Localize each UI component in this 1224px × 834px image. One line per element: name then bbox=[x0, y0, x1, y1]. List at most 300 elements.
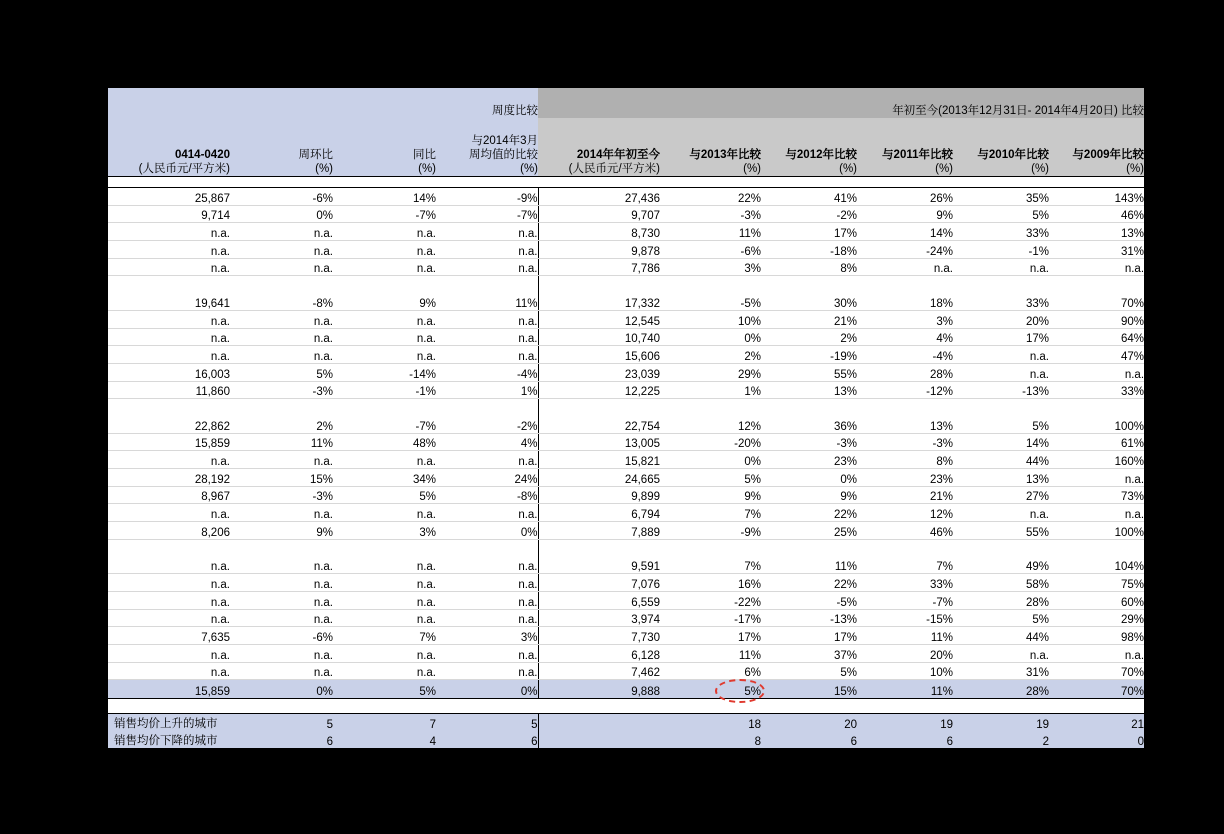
table-cell: 46% bbox=[1049, 205, 1144, 223]
table-cell: 10% bbox=[857, 662, 953, 680]
table-cell: 20% bbox=[953, 310, 1049, 328]
table-cell: 13% bbox=[857, 416, 953, 433]
table-cell: 11,860 bbox=[108, 381, 230, 399]
table-cell: 23,039 bbox=[538, 363, 660, 381]
table-cell: 7,076 bbox=[538, 574, 660, 592]
table-cell: 70% bbox=[1049, 662, 1144, 680]
table-cell: n.a. bbox=[333, 223, 436, 241]
table-cell: n.a. bbox=[436, 504, 538, 522]
table-cell: 70% bbox=[1049, 293, 1144, 310]
table-cell bbox=[761, 399, 857, 416]
table-cell: 104% bbox=[1049, 556, 1144, 573]
table-cell: 3% bbox=[436, 627, 538, 645]
table-cell: 0% bbox=[660, 328, 761, 346]
col-header-vs-2013 bbox=[660, 118, 761, 177]
table-spacer-row bbox=[108, 399, 1144, 416]
table-cell: -6% bbox=[230, 188, 333, 206]
table-row bbox=[108, 381, 1144, 399]
header-spacer-row bbox=[108, 177, 1144, 188]
table-cell bbox=[761, 276, 857, 293]
table-cell: -8% bbox=[230, 293, 333, 310]
table-cell: n.a. bbox=[230, 609, 333, 627]
table-cell: -3% bbox=[660, 205, 761, 223]
table-total-row bbox=[108, 680, 1144, 699]
table-cell: 27% bbox=[953, 486, 1049, 504]
table-cell: n.a. bbox=[436, 223, 538, 241]
count-row-label: 销售均价上升的城市 bbox=[108, 714, 230, 732]
table-cell: 33% bbox=[953, 223, 1049, 241]
table-cell: 13% bbox=[761, 381, 857, 399]
table-cell: n.a. bbox=[108, 241, 230, 259]
table-cell bbox=[857, 539, 953, 556]
table-cell: n.a. bbox=[333, 451, 436, 469]
table-cell: 13% bbox=[953, 469, 1049, 487]
table-cell: 10% bbox=[660, 310, 761, 328]
column-header-row bbox=[108, 118, 1144, 177]
table-cell: n.a. bbox=[230, 574, 333, 592]
table-cell bbox=[857, 399, 953, 416]
table-cell: n.a. bbox=[436, 574, 538, 592]
table-cell: -3% bbox=[230, 486, 333, 504]
count-cell: 19 bbox=[857, 714, 953, 732]
table-cell bbox=[436, 539, 538, 556]
table-cell: 98% bbox=[1049, 627, 1144, 645]
total-cell: 15% bbox=[761, 680, 857, 699]
table-cell: 8,967 bbox=[108, 486, 230, 504]
table-cell: 28,192 bbox=[108, 469, 230, 487]
table-cell: n.a. bbox=[230, 346, 333, 364]
col-header-line1: 2014年年初至今 bbox=[576, 149, 660, 161]
table-cell bbox=[660, 399, 761, 416]
count-cell: 18 bbox=[660, 714, 761, 732]
band-weekly-label: 周度比较 bbox=[108, 88, 538, 118]
table-cell bbox=[436, 276, 538, 293]
table-cell: 100% bbox=[1049, 416, 1144, 433]
table-cell: -7% bbox=[333, 205, 436, 223]
table-cell: 58% bbox=[953, 574, 1049, 592]
table-cell bbox=[538, 276, 660, 293]
table-cell bbox=[538, 539, 660, 556]
table-cell: 37% bbox=[761, 644, 857, 662]
col-header-line3: (%) bbox=[520, 163, 538, 175]
table-cell: 17% bbox=[953, 328, 1049, 346]
table-row bbox=[108, 258, 1144, 276]
count-cell: 6 bbox=[230, 731, 333, 749]
table-cell: -3% bbox=[761, 433, 857, 451]
table-row bbox=[108, 223, 1144, 241]
table-cell: 21% bbox=[761, 310, 857, 328]
table-cell: 9% bbox=[660, 486, 761, 504]
table-cell: 18% bbox=[857, 293, 953, 310]
count-cell: 2 bbox=[953, 731, 1049, 749]
table-cell: 29% bbox=[660, 363, 761, 381]
table-cell: 14% bbox=[857, 223, 953, 241]
table-cell: n.a. bbox=[333, 258, 436, 276]
table-cell: 33% bbox=[1049, 381, 1144, 399]
table-cell: n.a. bbox=[953, 363, 1049, 381]
table-cell: -24% bbox=[857, 241, 953, 259]
table-row bbox=[108, 662, 1144, 680]
table-cell: 7% bbox=[660, 504, 761, 522]
table-cell: 12,225 bbox=[538, 381, 660, 399]
table-cell: 30% bbox=[761, 293, 857, 310]
table-cell: 35% bbox=[953, 188, 1049, 206]
table-cell bbox=[857, 276, 953, 293]
total-cell: 9,888 bbox=[538, 680, 660, 699]
total-cell: 15,859 bbox=[108, 680, 230, 699]
count-cell: 20 bbox=[761, 714, 857, 732]
table-cell: n.a. bbox=[333, 241, 436, 259]
table-cell: 33% bbox=[953, 293, 1049, 310]
table-cell: 6% bbox=[660, 662, 761, 680]
table-cell: -6% bbox=[230, 627, 333, 645]
table-gap-row bbox=[108, 699, 1144, 714]
table-cell: 22% bbox=[761, 504, 857, 522]
table-cell: -4% bbox=[857, 346, 953, 364]
total-cell: 0% bbox=[230, 680, 333, 699]
table-cell: n.a. bbox=[1049, 504, 1144, 522]
col-header-line2: (人民币元/平方米) bbox=[568, 163, 660, 175]
table-cell: -9% bbox=[660, 522, 761, 540]
table-cell: n.a. bbox=[230, 223, 333, 241]
table-cell: 17% bbox=[761, 627, 857, 645]
table-cell: 25,867 bbox=[108, 188, 230, 206]
total-cell: 5% bbox=[660, 680, 761, 699]
count-cell: 0 bbox=[1049, 731, 1144, 749]
table-cell: 14% bbox=[333, 188, 436, 206]
table-cell: n.a. bbox=[230, 310, 333, 328]
table-cell: 61% bbox=[1049, 433, 1144, 451]
table-cell: n.a. bbox=[108, 258, 230, 276]
table-cell: -9% bbox=[436, 188, 538, 206]
table-cell: 11% bbox=[761, 556, 857, 573]
table-cell bbox=[538, 399, 660, 416]
table-cell bbox=[761, 539, 857, 556]
table-cell: n.a. bbox=[108, 609, 230, 627]
table-spacer-row bbox=[108, 276, 1144, 293]
table-cell bbox=[953, 539, 1049, 556]
table-cell: n.a. bbox=[108, 451, 230, 469]
col-header-vs-march-avg bbox=[436, 118, 538, 177]
table-cell: n.a. bbox=[108, 346, 230, 364]
table-cell: 7,462 bbox=[538, 662, 660, 680]
table-cell: n.a. bbox=[230, 591, 333, 609]
col-header-line1: 周环比 bbox=[298, 149, 333, 161]
table-cell: n.a. bbox=[1049, 363, 1144, 381]
table-cell: -3% bbox=[230, 381, 333, 399]
table-cell: n.a. bbox=[436, 451, 538, 469]
table-row bbox=[108, 346, 1144, 364]
table-cell: 8,206 bbox=[108, 522, 230, 540]
table-cell: n.a. bbox=[333, 609, 436, 627]
table-cell: n.a. bbox=[333, 591, 436, 609]
table-cell bbox=[230, 276, 333, 293]
table-cell: 6,794 bbox=[538, 504, 660, 522]
table-cell: 31% bbox=[953, 662, 1049, 680]
table-cell: 160% bbox=[1049, 451, 1144, 469]
table-cell: 7,635 bbox=[108, 627, 230, 645]
table-row bbox=[108, 205, 1144, 223]
total-cell: 0% bbox=[436, 680, 538, 699]
table-cell: 7% bbox=[857, 556, 953, 573]
table-cell: 9,714 bbox=[108, 205, 230, 223]
table-cell: 5% bbox=[761, 662, 857, 680]
table-cell: 12% bbox=[857, 504, 953, 522]
table-cell: n.a. bbox=[436, 591, 538, 609]
table-cell: 44% bbox=[953, 627, 1049, 645]
count-row bbox=[108, 714, 1144, 732]
table-cell: -15% bbox=[857, 609, 953, 627]
table-cell: 21% bbox=[857, 486, 953, 504]
table-cell: n.a. bbox=[230, 451, 333, 469]
table-cell: 23% bbox=[857, 469, 953, 487]
col-header-week-price bbox=[108, 118, 230, 177]
table-cell: -3% bbox=[857, 433, 953, 451]
table-cell: 48% bbox=[333, 433, 436, 451]
count-cell: 5 bbox=[436, 714, 538, 732]
table-cell: 16% bbox=[660, 574, 761, 592]
table-cell: -13% bbox=[953, 381, 1049, 399]
total-cell: 5% bbox=[333, 680, 436, 699]
col-header-line1: 同比 bbox=[413, 149, 436, 161]
table-cell: 15,606 bbox=[538, 346, 660, 364]
col-header-vs-2010 bbox=[953, 118, 1049, 177]
table-cell: 9% bbox=[761, 486, 857, 504]
table-cell: -14% bbox=[333, 363, 436, 381]
table-cell: n.a. bbox=[230, 556, 333, 573]
table-cell: 5% bbox=[953, 205, 1049, 223]
count-cell: 21 bbox=[1049, 714, 1144, 732]
table-cell: 7,786 bbox=[538, 258, 660, 276]
count-cell: 4 bbox=[333, 731, 436, 749]
table-cell: 8% bbox=[761, 258, 857, 276]
col-header-wow bbox=[230, 118, 333, 177]
table-cell: 100% bbox=[1049, 522, 1144, 540]
table-cell: n.a. bbox=[436, 556, 538, 573]
count-cell: 8 bbox=[660, 731, 761, 749]
spreadsheet-sheet bbox=[108, 88, 1144, 749]
table-cell: -7% bbox=[857, 591, 953, 609]
table-cell: 1% bbox=[660, 381, 761, 399]
table-cell: 5% bbox=[333, 486, 436, 504]
table-cell: 13,005 bbox=[538, 433, 660, 451]
table-cell: 7,730 bbox=[538, 627, 660, 645]
table-cell: 23% bbox=[761, 451, 857, 469]
table-cell bbox=[230, 399, 333, 416]
table-cell: 8% bbox=[857, 451, 953, 469]
col-header-ytd-price bbox=[538, 118, 660, 177]
table-cell: 17% bbox=[660, 627, 761, 645]
table-cell: -22% bbox=[660, 591, 761, 609]
table-cell: n.a. bbox=[857, 258, 953, 276]
table-cell: 0% bbox=[436, 522, 538, 540]
table-cell: 4% bbox=[436, 433, 538, 451]
table-cell bbox=[1049, 276, 1144, 293]
table-row bbox=[108, 241, 1144, 259]
table-cell: 10,740 bbox=[538, 328, 660, 346]
col-header-vs-2009 bbox=[1049, 118, 1144, 177]
table-row bbox=[108, 328, 1144, 346]
table-cell: n.a. bbox=[333, 504, 436, 522]
table-cell: n.a. bbox=[108, 644, 230, 662]
col-header-line2: (%) bbox=[935, 163, 953, 175]
table-cell: n.a. bbox=[1049, 258, 1144, 276]
col-header-line2: (%) bbox=[418, 163, 436, 175]
table-cell: n.a. bbox=[230, 328, 333, 346]
table-cell: n.a. bbox=[108, 574, 230, 592]
table-cell: -12% bbox=[857, 381, 953, 399]
table-cell: 3% bbox=[660, 258, 761, 276]
count-cell: 5 bbox=[230, 714, 333, 732]
table-cell: -1% bbox=[953, 241, 1049, 259]
table-cell: 31% bbox=[1049, 241, 1144, 259]
col-header-line2: 周均值的比较 bbox=[469, 149, 538, 161]
table-cell bbox=[333, 276, 436, 293]
col-header-yoy bbox=[333, 118, 436, 177]
table-cell: 5% bbox=[953, 609, 1049, 627]
table-cell: 28% bbox=[857, 363, 953, 381]
table-cell: 22% bbox=[761, 574, 857, 592]
table-cell: 33% bbox=[857, 574, 953, 592]
table-cell: 9,899 bbox=[538, 486, 660, 504]
table-row bbox=[108, 556, 1144, 573]
table-cell: 20% bbox=[857, 644, 953, 662]
count-cell: 7 bbox=[333, 714, 436, 732]
table-cell: 19,641 bbox=[108, 293, 230, 310]
table-cell: 11% bbox=[660, 644, 761, 662]
table-cell bbox=[108, 276, 230, 293]
table-cell: -20% bbox=[660, 433, 761, 451]
band-ytd-label: 年初至今(2013年12月31日- 2014年4月20日) 比较 bbox=[538, 88, 1144, 118]
table-cell: 73% bbox=[1049, 486, 1144, 504]
table-cell: n.a. bbox=[436, 609, 538, 627]
table-cell: 2% bbox=[230, 416, 333, 433]
table-cell: n.a. bbox=[953, 504, 1049, 522]
table-spacer-row bbox=[108, 539, 1144, 556]
table-cell: -4% bbox=[436, 363, 538, 381]
table-cell bbox=[108, 399, 230, 416]
table-cell: n.a. bbox=[953, 346, 1049, 364]
table-cell: n.a. bbox=[333, 662, 436, 680]
table-cell: 55% bbox=[761, 363, 857, 381]
count-row bbox=[108, 731, 1144, 749]
table-cell: n.a. bbox=[333, 346, 436, 364]
table-row bbox=[108, 504, 1144, 522]
table-cell: 25% bbox=[761, 522, 857, 540]
table-cell: 0% bbox=[761, 469, 857, 487]
table-row bbox=[108, 591, 1144, 609]
table-header bbox=[108, 88, 1144, 188]
table-cell: 3% bbox=[333, 522, 436, 540]
count-cell: 6 bbox=[761, 731, 857, 749]
col-header-line1: 与2011年比较 bbox=[882, 149, 953, 161]
table-cell: 17,332 bbox=[538, 293, 660, 310]
table-row bbox=[108, 451, 1144, 469]
table-cell: 9% bbox=[333, 293, 436, 310]
table-cell: 14% bbox=[953, 433, 1049, 451]
col-header-line2: (%) bbox=[1031, 163, 1049, 175]
table-cell: 5% bbox=[230, 363, 333, 381]
table-cell bbox=[230, 539, 333, 556]
count-cell: 6 bbox=[857, 731, 953, 749]
table-row bbox=[108, 644, 1144, 662]
table-cell: n.a. bbox=[230, 644, 333, 662]
table-cell: 7% bbox=[660, 556, 761, 573]
table-row bbox=[108, 293, 1144, 310]
table-row bbox=[108, 522, 1144, 540]
table-cell: 22,862 bbox=[108, 416, 230, 433]
table-cell: n.a. bbox=[108, 662, 230, 680]
table-cell: n.a. bbox=[333, 574, 436, 592]
table-cell: 12,545 bbox=[538, 310, 660, 328]
table-cell: 9% bbox=[857, 205, 953, 223]
table-cell: 2% bbox=[761, 328, 857, 346]
table-cell: 44% bbox=[953, 451, 1049, 469]
table-cell: 12% bbox=[660, 416, 761, 433]
col-header-line1: 与2009年比较 bbox=[1072, 149, 1145, 161]
table-row bbox=[108, 486, 1144, 504]
table-cell: n.a. bbox=[108, 328, 230, 346]
col-header-line2: (%) bbox=[743, 163, 761, 175]
table-body bbox=[108, 188, 1144, 749]
table-cell: n.a. bbox=[436, 328, 538, 346]
table-cell: -2% bbox=[436, 416, 538, 433]
table-cell: 27,436 bbox=[538, 188, 660, 206]
table-cell: n.a. bbox=[436, 662, 538, 680]
table-cell: 143% bbox=[1049, 188, 1144, 206]
table-cell: n.a. bbox=[230, 258, 333, 276]
col-header-vs-2012 bbox=[761, 118, 857, 177]
table-cell: 7% bbox=[333, 627, 436, 645]
table-cell: 90% bbox=[1049, 310, 1144, 328]
table-row bbox=[108, 416, 1144, 433]
table-cell bbox=[660, 276, 761, 293]
table-cell: 26% bbox=[857, 188, 953, 206]
table-cell: 41% bbox=[761, 188, 857, 206]
table-cell: 11% bbox=[436, 293, 538, 310]
table-cell: 5% bbox=[660, 469, 761, 487]
table-cell: n.a. bbox=[436, 258, 538, 276]
table-cell: 29% bbox=[1049, 609, 1144, 627]
table-cell: -5% bbox=[660, 293, 761, 310]
table-cell: 17% bbox=[761, 223, 857, 241]
table-cell: 0% bbox=[230, 205, 333, 223]
table-cell: n.a. bbox=[333, 556, 436, 573]
table-row bbox=[108, 310, 1144, 328]
table-cell: 8,730 bbox=[538, 223, 660, 241]
table-cell: n.a. bbox=[230, 662, 333, 680]
count-cell bbox=[538, 731, 660, 749]
table-row bbox=[108, 469, 1144, 487]
table-cell: -13% bbox=[761, 609, 857, 627]
table-cell: n.a. bbox=[436, 644, 538, 662]
table-cell: 24% bbox=[436, 469, 538, 487]
table-cell bbox=[1049, 539, 1144, 556]
table-cell: 6,559 bbox=[538, 591, 660, 609]
table-cell: 15,859 bbox=[108, 433, 230, 451]
table-cell: 46% bbox=[857, 522, 953, 540]
comparison-table bbox=[108, 88, 1144, 749]
table-cell: n.a. bbox=[436, 241, 538, 259]
table-row bbox=[108, 574, 1144, 592]
table-cell: n.a. bbox=[436, 346, 538, 364]
table-cell: 49% bbox=[953, 556, 1049, 573]
table-cell: 9,707 bbox=[538, 205, 660, 223]
table-cell: 15,821 bbox=[538, 451, 660, 469]
table-cell: 3,974 bbox=[538, 609, 660, 627]
table-cell bbox=[108, 539, 230, 556]
table-cell: n.a. bbox=[1049, 469, 1144, 487]
